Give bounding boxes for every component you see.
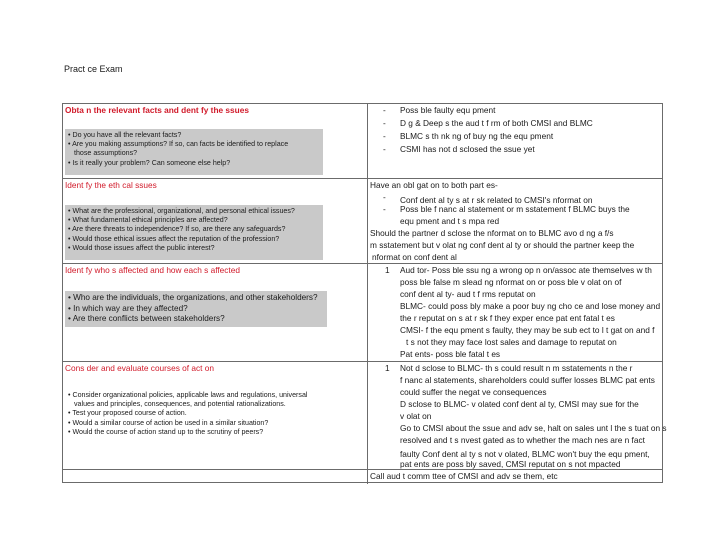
- framework-step-cell: [63, 362, 368, 469]
- guidance-question: • What fundamental ethical principles are affected?: [68, 216, 228, 225]
- bullet-dash: -: [383, 105, 386, 115]
- response-line: equ pment and t s mpa red: [400, 216, 500, 226]
- guidance-question: • Who are the individuals, the organizations, and other stakeholders?: [68, 293, 318, 302]
- response-line: conf dent al ty- aud t f rms reputat on: [400, 289, 536, 299]
- response-line: faulty Conf dent al ty s not v olated, BLMC won't buy the equ pment,: [400, 449, 650, 459]
- response-line: D sclose to BLMC- v olated conf dent al ty, CMSI may sue for the: [400, 399, 639, 409]
- step-heading: Ident fy who s affected and how each s affected: [65, 265, 240, 275]
- response-line: pat ents are poss bly saved, CMSI reputat on s not mpacted: [400, 459, 621, 469]
- response-line: Not d sclose to BLMC- th s could result n m sstatements n the r: [400, 363, 633, 373]
- response-line: nformat on conf dent al: [372, 252, 457, 262]
- response-line: BLMC s th nk ng of buy ng the equ pment: [400, 131, 554, 141]
- bullet-dash: -: [383, 192, 386, 202]
- guidance-question: • What are the professional, organizational, and personal ethical issues?: [68, 207, 295, 215]
- guidance-questions-box: [65, 129, 323, 175]
- response-cell: [368, 362, 667, 469]
- guidance-question: • Would a similar course of action be used in a similar situation?: [68, 418, 269, 427]
- guidance-question: • Would the course of action stand up to the scrutiny of peers?: [68, 427, 264, 436]
- guidance-questions-box: [65, 389, 345, 445]
- table-row: [63, 179, 662, 264]
- framework-step-cell: [63, 264, 368, 361]
- framework-step-cell: [63, 104, 368, 178]
- response-line: Poss ble f nanc al statement or m sstatement f BLMC buys the: [400, 204, 630, 214]
- step-heading: Cons der and evaluate courses of act on: [65, 363, 214, 373]
- response-cell: [368, 179, 662, 263]
- framework-step-cell: [63, 179, 368, 263]
- table-row: [63, 470, 662, 484]
- guidance-question: those assumptions?: [74, 149, 138, 158]
- bullet-dash: -: [383, 131, 386, 141]
- guidance-question: • In which way are they affected?: [68, 303, 188, 313]
- response-line: Should the partner d sclose the nformat on to BLMC avo d ng a f/s: [370, 228, 614, 238]
- response-line: BLMC- could poss bly make a poor buy ng cho ce and lose money and: [400, 301, 661, 311]
- guidance-question: • Is it really your problem? Can someone else help?: [68, 158, 231, 167]
- guidance-question: • Are you making assumptions? If so, can facts be identified to replace: [68, 140, 289, 149]
- response-line: the r reputat on s at r sk f they exper ence pat ent fatal t es: [400, 313, 615, 323]
- guidance-questions-box: [65, 205, 323, 260]
- response-line: poss ble false m slead ng nformat on or poss ble v olat on of: [400, 277, 622, 287]
- response-line: Go to CMSI about the ssue and adv se, halt on sales unt l the s tuat on s: [400, 423, 667, 433]
- guidance-question: • Are there threats to independence? If so, are there any safeguards?: [68, 225, 286, 234]
- response-line: Aud tor- Poss ble ssu ng a wrong op n on/assoc ate themselves w th: [400, 265, 652, 275]
- guidance-question: • Would those issues affect the public interest?: [68, 243, 215, 252]
- guidance-question: values and principles, consequences, and potential rationalizations.: [74, 400, 286, 409]
- response-line: Have an obl gat on to both part es-: [370, 180, 498, 190]
- step-heading: Ident fy the eth cal ssues: [65, 180, 157, 190]
- guidance-question: • Would those ethical issues affect the reputation of the profession?: [68, 234, 280, 243]
- response-line: could suffer the negat ve consequences: [400, 387, 547, 397]
- response-line: Conf dent al ty s at r sk related to CMSI's nformat on: [400, 195, 593, 205]
- list-number: 1: [385, 363, 390, 373]
- response-line: m sstatement but v olat ng conf dent al ty or should the partner keep the: [370, 240, 635, 250]
- bullet-dash: -: [383, 118, 386, 128]
- response-cell: [368, 264, 662, 361]
- guidance-question: • Are there conflicts between stakeholders?: [68, 314, 225, 323]
- response-cell: [368, 104, 662, 178]
- response-line: Call aud t comm ttee of CMSI and adv se them, etc: [370, 471, 558, 481]
- response-line: CSMI has not d sclosed the ssue yet: [400, 144, 535, 154]
- guidance-question: • Consider organizational policies, applicable laws and regulations, universal: [68, 391, 308, 399]
- response-line: CMSI- f the equ pment s faulty, they may be sub ect to l t gat on and f: [400, 325, 655, 335]
- bullet-dash: -: [383, 204, 386, 214]
- ethics-framework-table: [62, 103, 667, 483]
- response-line: Poss ble faulty equ pment: [400, 105, 496, 115]
- response-line: D g & Deep s the aud t f rm of both CMSI and BLMC: [400, 118, 593, 128]
- table-row: [63, 104, 662, 179]
- step-heading: Obta n the relevant facts and dent fy the ssues: [65, 105, 249, 115]
- response-cell: [368, 470, 662, 484]
- guidance-questions-box: [65, 291, 327, 327]
- guidance-question: • Do you have all the relevant facts?: [68, 131, 182, 139]
- bullet-dash: -: [383, 144, 386, 154]
- document-title: Pract ce Exam: [64, 64, 123, 74]
- guidance-question: • Test your proposed course of action.: [68, 409, 187, 418]
- table-row: [63, 362, 667, 470]
- response-line: Pat ents- poss ble fatal t es: [400, 349, 501, 359]
- table-row: [63, 264, 662, 362]
- response-line: t s not they may face lost sales and damage to reputat on: [406, 337, 617, 347]
- response-line: v olat on: [400, 411, 432, 421]
- framework-step-cell: [63, 470, 368, 484]
- response-line: resolved and t s nvest gated as to whether the mach nes are n fact: [400, 435, 645, 445]
- list-number: 1: [385, 265, 390, 275]
- response-line: f nanc al statements, shareholders could suffer losses BLMC pat ents: [400, 375, 655, 385]
